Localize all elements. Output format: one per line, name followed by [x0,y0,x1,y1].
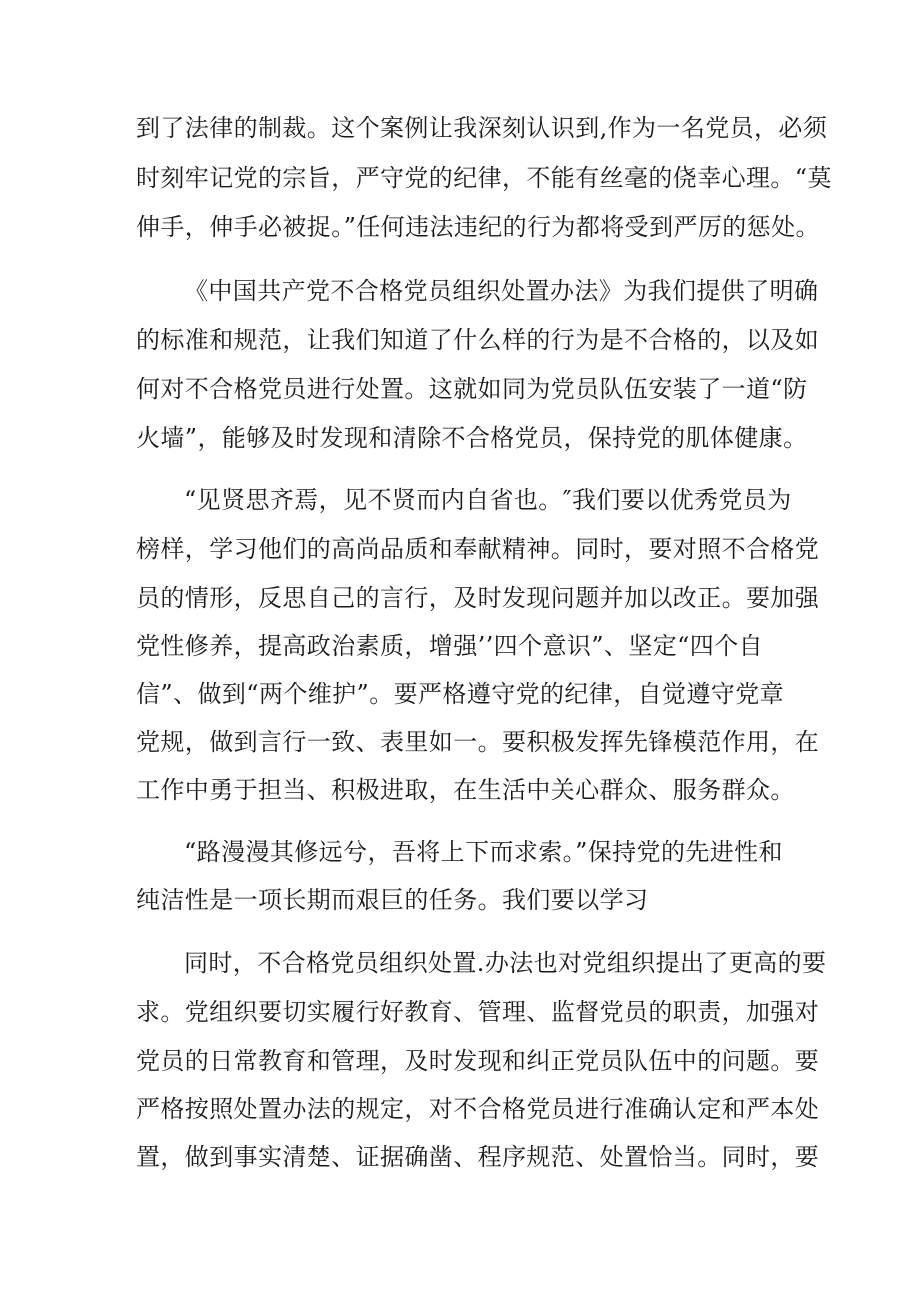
text-line: 党性修养，提高政治素质，增强’’四个意识”、坚定“四个自 [136,632,763,660]
text-line: 党员的日常教育和管理，及时发现和纠正党员队伍中的问题。要 [136,1047,820,1075]
text-line: 员的情形，反思自己的言行，及时发现问题并加以改正。要加强 [136,584,820,612]
text-line: “路漫漫其修远兮，吾将上下而求索。”保持党的先进性和 [184,838,783,866]
text-line: 同时，不合格党员组织处置.办法也对党组织提出了更高的要 [184,949,827,977]
text-line: 求。党组织要切实履行好教育、管理、监督党员的职责，加强对 [136,998,820,1026]
text-line: 党规，做到言行一致、表里如一。要积极发挥先锋模范作用，在 [136,728,820,756]
text-line: 纯洁性是一项长期而艰巨的任务。我们要以学习 [136,886,649,914]
text-line: 时刻牢记党的宗旨，严守党的纪律，不能有丝毫的侥幸心理。“莫 [136,164,832,192]
text-line: 《中国共产党不合格党员组织处置办法》为我们提供了明确 [184,277,819,305]
text-line: 严格按照处置办法的规定，对不合格党员进行准确认定和严本处 [136,1095,820,1123]
text-line: 到了法律的制裁。这个案例让我深刻认识到,作为一名党员，必须 [136,114,828,142]
text-line: 何对不合格党员进行处置。这就如同为党员队伍安装了一道“防 [136,375,808,403]
text-line: 榜样，学习他们的高尚品质和奉献精神。同时，要对照不合格党 [136,535,820,563]
text-line: 伸手，伸手必被捉。”任何违法违纪的行为都将受到严厉的惩处。 [136,213,820,241]
text-line: 工作中勇于担当、积极进取，在生活中关心群众、服务群众。 [136,776,795,804]
text-line: 的标准和规范，让我们知道了什么样的行为是不合格的，以及如 [136,326,820,354]
text-line: “见贤思齐焉，见不贤而内自省也。″我们要以优秀党员为 [184,486,792,514]
text-line: 火墙”，能够及时发现和清除不合格党员，保持党的肌体健康。 [136,424,808,452]
text-line: 信”、做到“两个维护”。要严格遵守党的纪律，自觉遵守党章 [136,680,785,708]
text-line: 置，做到事实清楚、证据确凿、程序规范、处置恰当。同时，要 [136,1143,820,1171]
